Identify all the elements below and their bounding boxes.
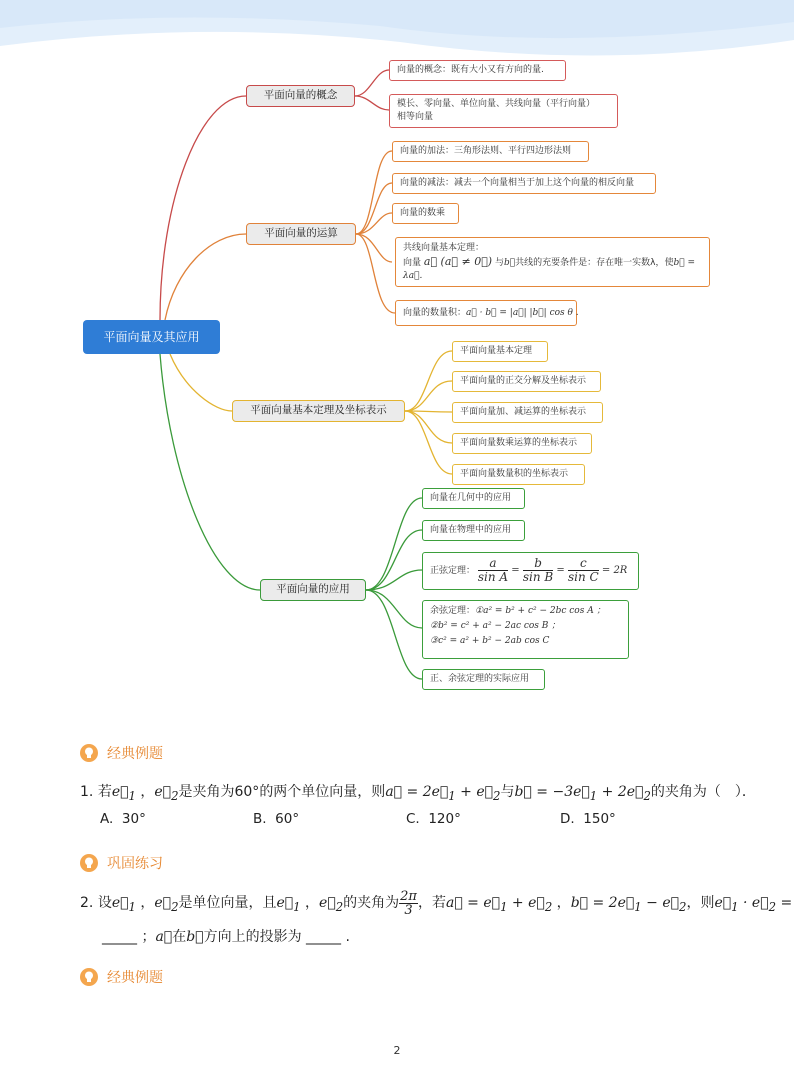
question-2: 2. 设$e⃗_1$ ，$e⃗_2$是单位向量，且$e⃗_1$ ，$e⃗_2$的夹角为 $\frac{2\pi}{3}$ ，若a⃗ = $e⃗_1$ + $e⃗_2$ ，b⃗ = $2e⃗_1$ − $e⃗_2$，则$e⃗_1$ · $e⃗_2$ = [80,888,793,918]
option-label: A. [100,811,114,827]
q1-text-2: 是夹角为 [178,784,235,800]
answer-blank-2[interactable]: _____ [306,929,342,945]
question-1: 1. 若$e⃗_1$ ，$e⃗_2$是夹角为60°的两个单位向量，则a⃗ = $2e⃗_1$ + $e⃗_2$与b⃗ = $-3e⃗_1$ + $2e⃗_2$的夹角为（ ）． [80,784,756,803]
collinear-theorem-vector-word: 向量 [403,258,422,268]
lightbulb-icon [80,744,98,762]
leaf-physics-application: 向量在物理中的应用 [422,520,525,541]
leaf-vector-addition: 向量的加法：三角形法则、平行四边形法则 [392,141,589,162]
leaf-vector-types-line2: 相等向量 [397,112,434,122]
question-number: 2. [80,895,94,911]
law-of-sines-label: 正弦定理： [430,566,476,576]
section-example-1 [80,743,163,763]
leaf-vector-subtraction: 向量的减法：减去一个向量相当于加上这个向量的相反向量 [392,173,656,194]
q2-text-2: 是单位向量，且 [178,895,277,911]
leaf-law-of-sines: 正弦定理： $\frac{a}{\text{sin A}}$ = $\frac{b}{\text{sin B}}$ = $\frac{c}{\text{sin C}}$ = 2R [422,552,639,590]
option-b[interactable] [253,811,299,827]
option-value: 30° [121,811,146,827]
q1-text-3: 的两个单位向量，则 [259,784,386,800]
collinear-theorem-title: 共线向量基本定理： [403,243,485,253]
q2-text-4: ，若 [417,895,446,911]
option-d[interactable] [560,811,616,827]
leaf-add-subtract-coordinates: 平面向量加、减运算的坐标表示 [452,402,603,423]
leaf-dot-product: 向量的数量积：a⃗ · b⃗ = |a⃗| |b⃗| cos θ . [395,300,577,326]
section-title: 巩固练习 [107,856,163,872]
q2-text-6: ； [141,929,156,945]
leaf-vector-definition: 向量的概念：既有大小又有方向的量. [389,60,566,81]
option-c[interactable] [406,811,461,827]
section-title: 经典例题 [107,746,163,762]
option-value: 60° [275,811,300,827]
leaf-law-of-cosines: 余弦定理：①a² = b² + c² − 2bc cos A ； ②b² = c² + a² − 2ac cos B ； ③c² = a² + b² − 2ab cos C [422,600,629,659]
q1-text-4: 与 [500,784,515,800]
branch-basic-theorem-coordinates[interactable]: 平面向量基本定理及坐标表示 [232,400,405,422]
q2-text-5: ，则 [686,895,715,911]
question-number: 1. [80,784,94,800]
law-of-cosines-label: 余弦定理： [430,606,476,616]
lightbulb-icon [80,968,98,986]
leaf-scalar-multiplication: 向量的数乘 [392,203,459,224]
section-practice [80,853,163,873]
branch-vector-operations[interactable]: 平面向量的运算 [246,223,356,245]
leaf-practical-application: 正、余弦定理的实际应用 [422,669,545,690]
option-value: 150° [583,811,616,827]
dot-product-label: 向量的数量积： [403,308,467,318]
option-label: D. [560,811,575,827]
leaf-collinear-theorem: 共线向量基本定理： 向量 a⃗ (a⃗ ≠ 0⃗) 与b⃗共线的充要条件是：存在唯一实数λ，使b⃗ = λa⃗. [395,237,710,287]
q1-text-5: 的夹角为（ ）． [650,784,756,800]
q2-text-7: 在 [172,929,187,945]
branch-vector-concept[interactable]: 平面向量的概念 [246,85,355,107]
leaf-vector-types-line1: 模长、零向量、单位向量、共线向量（平行向量） [397,99,596,109]
q1-angle: 60° [234,784,260,800]
leaf-geometry-application: 向量在几何中的应用 [422,488,525,509]
leaf-orthogonal-decomposition: 平面向量的正交分解及坐标表示 [452,371,601,392]
q2-text-8: 方向上的投影为 [203,929,302,945]
branch-vector-applications[interactable]: 平面向量的应用 [260,579,366,601]
section-example-2 [80,967,163,987]
option-label: B. [253,811,267,827]
q1-text-1: 若 [97,784,112,800]
answer-blank-1[interactable]: _____ [102,929,137,945]
option-label: C. [406,811,420,827]
lightbulb-icon [80,854,98,872]
collinear-theorem-with: 与 [494,258,504,268]
option-value: 120° [428,811,461,827]
option-a[interactable] [100,811,146,827]
q2-text-9: . [345,929,350,945]
mindmap-root[interactable]: 平面向量及其应用 [83,320,220,354]
q2-text-3: 的夹角为 [343,895,400,911]
page-number: 2 [393,1044,401,1057]
leaf-vector-types [389,94,618,128]
leaf-scalar-coordinates: 平面向量数乘运算的坐标表示 [452,433,592,454]
leaf-dot-product-coordinates: 平面向量数量积的坐标表示 [452,464,585,485]
question-2-line-2: _____ ；a⃗在b⃗方向上的投影为 _____ . [102,929,350,945]
q2-text-1: 设 [97,895,112,911]
section-title: 经典例题 [107,970,163,986]
leaf-basic-theorem: 平面向量基本定理 [452,341,548,362]
collinear-theorem-condition: 共线的充要条件是：存在唯一实数λ，使 [515,258,674,268]
